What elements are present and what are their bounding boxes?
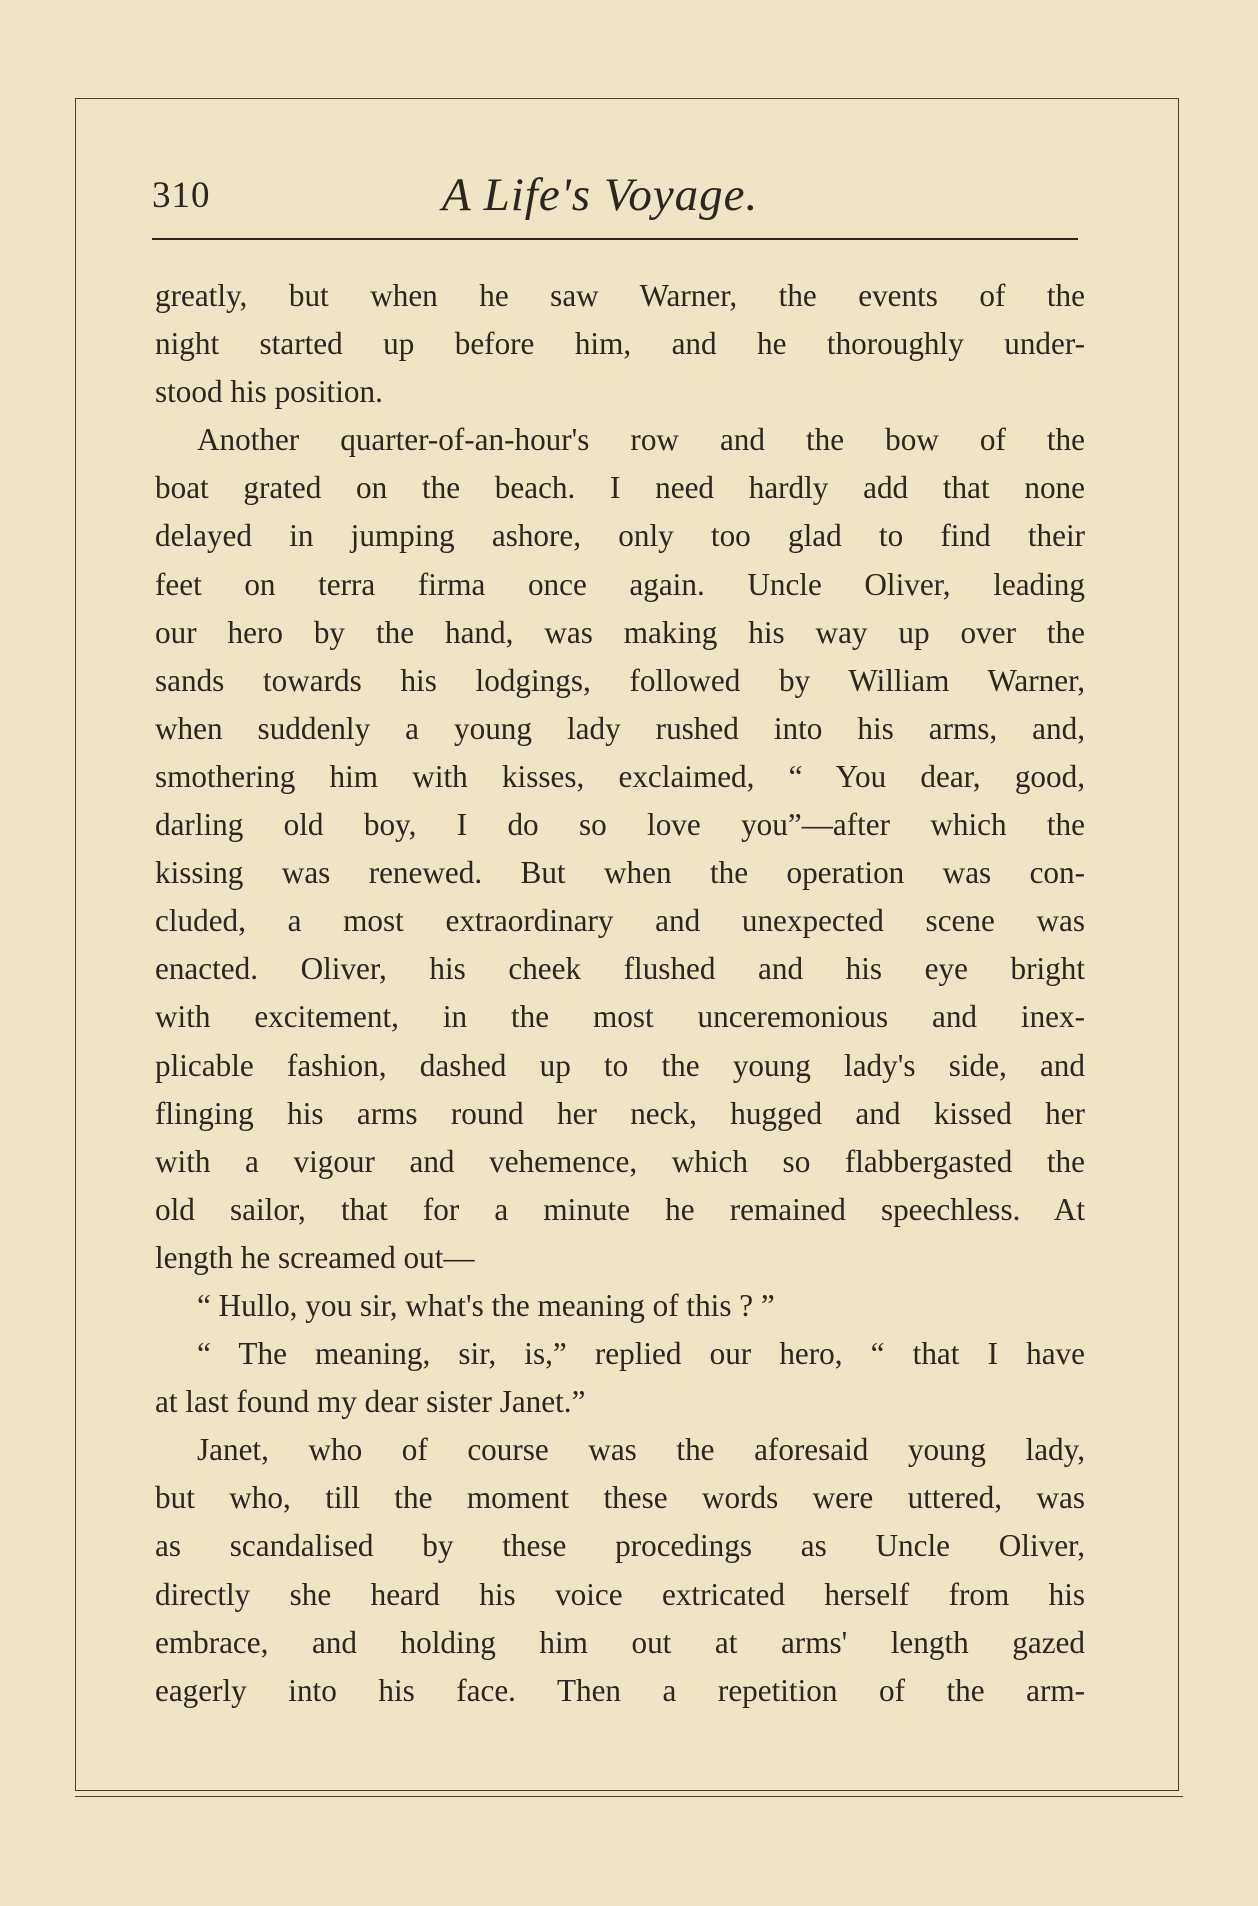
text-line: eagerly into his face. Then a repetition of the arm- — [155, 1672, 1085, 1708]
text-line: cluded, a most extraordinary and unexpected scene was — [155, 903, 1085, 939]
text-line: length he screamed out— — [155, 1239, 475, 1275]
body-text — [155, 272, 1085, 1715]
text-line: when suddenly a young lady rushed into his arms, and, — [155, 710, 1085, 746]
text-line: flinging his arms round her neck, hugged and kissed her — [155, 1095, 1085, 1131]
text-line: as scandalised by these procedings as Uncle Oliver, — [155, 1528, 1085, 1564]
text-line: Another quarter-of-an-hour's row and the bow of the — [197, 422, 1085, 458]
text-line: embrace, and holding him out at arms' length gazed — [155, 1624, 1085, 1660]
text-line: but who, till the moment these words were uttered, was — [155, 1480, 1085, 1516]
text-line: “ The meaning, sir, is,” replied our hero, “ that I have — [197, 1336, 1085, 1372]
text-line: kissing was renewed. But when the operation was con- — [155, 855, 1085, 891]
text-line: sands towards his lodgings, followed by William Warner, — [155, 662, 1085, 698]
text-line: at last found my dear sister Janet.” — [155, 1384, 586, 1420]
text-line: Janet, who of course was the aforesaid young lady, — [197, 1432, 1085, 1468]
text-line: greatly, but when he saw Warner, the events of the — [155, 278, 1085, 313]
bottom-rule — [75, 1796, 1183, 1797]
text-line: feet on terra firma once again. Uncle Oliver, leading — [155, 566, 1085, 602]
text-line: night started up before him, and he thoroughly under- — [155, 326, 1085, 362]
text-line: stood his position. — [155, 374, 383, 410]
text-line: smothering him with kisses, exclaimed, “ You dear, good, — [155, 758, 1085, 794]
text-line: enacted. Oliver, his cheek flushed and his eye bright — [155, 951, 1085, 987]
text-line: directly she heard his voice extricated herself from his — [155, 1576, 1085, 1612]
text-line: “ Hullo, you sir, what's the meaning of this ? ” — [197, 1287, 775, 1323]
text-line: old sailor, that for a minute he remained speechless. At — [155, 1191, 1085, 1227]
text-line: plicable fashion, dashed up to the young lady's side, and — [155, 1047, 1085, 1083]
text-line: boat grated on the beach. I need hardly add that none — [155, 470, 1085, 506]
page-header — [152, 168, 1078, 238]
text-line: with excitement, in the most unceremonious and inex- — [155, 999, 1085, 1035]
text-line: delayed in jumping ashore, only too glad to find their — [155, 518, 1085, 554]
running-title: A Life's Voyage. — [442, 169, 759, 221]
header-rule — [152, 238, 1078, 240]
text-line: darling old boy, I do so love you”—after which the — [155, 807, 1085, 843]
text-line: with a vigour and vehemence, which so flabbergasted the — [155, 1143, 1085, 1179]
text-line: our hero by the hand, was making his way up over the — [155, 614, 1085, 650]
page-number: 310 — [152, 175, 211, 216]
